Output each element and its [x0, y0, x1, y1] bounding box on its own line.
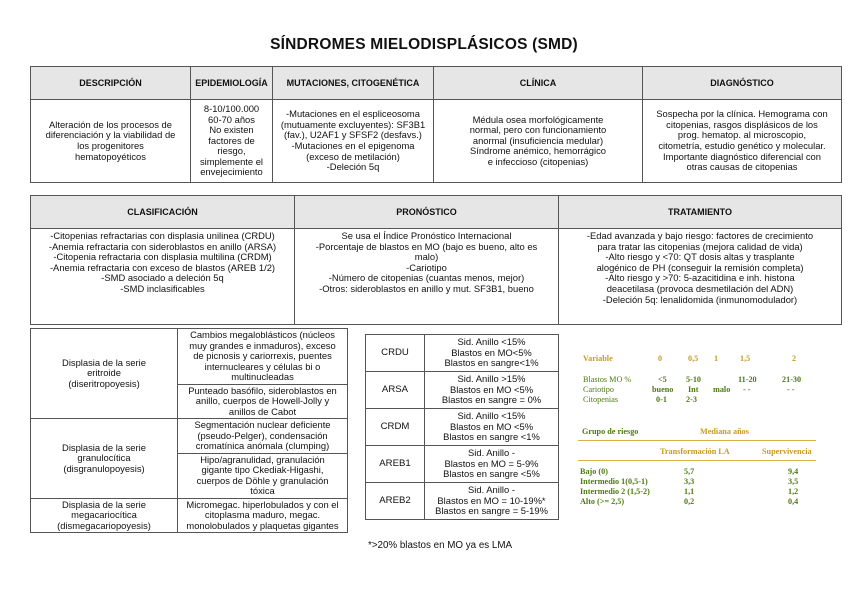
text-line: -Anemia refractaria con exceso de blastos (AREB 1/2)	[49, 261, 276, 273]
text-line: (mutuamente excluyentes): SF3B1	[280, 118, 426, 130]
text-line: envejecimiento	[200, 166, 263, 178]
text-line: Médula osea morfológicamente	[472, 113, 604, 125]
ipss-row-label: Blastos MO %	[583, 375, 632, 384]
text-line: cuerpos de Döhle y granulación	[196, 474, 329, 486]
ipss-value: - -	[743, 385, 751, 394]
text-line: -Porcentaje de blastos en MO (bajo es bueno, alto es	[315, 240, 538, 252]
subtype-criteria	[425, 409, 559, 446]
text-line: Punteado basófilo, sideroblastos en	[188, 384, 337, 396]
cell-clinica	[434, 100, 643, 183]
subtype-criteria	[425, 372, 559, 409]
text-line: Se usa el Índice Pronóstico Internacional	[341, 230, 512, 241]
text-line: Blastos en MO <5%	[449, 420, 534, 432]
text-line: (dismegacariopoyesis)	[57, 519, 151, 531]
text-line: -Mutaciones en el espliceosoma	[286, 108, 420, 120]
text-line: Displasia de la serie	[62, 441, 146, 453]
subtype-criteria	[425, 483, 559, 520]
text-line: (disgranulopoyesis)	[63, 462, 145, 474]
ipss-value: - -	[787, 385, 795, 394]
text-line: e infeccioso (citopenias)	[487, 155, 589, 167]
header-diagnostico: DIAGNÓSTICO	[643, 67, 842, 100]
text-line: factores de riesgo,	[208, 134, 255, 157]
cell-tratamiento	[559, 229, 842, 325]
subtype-name: AREB1	[366, 446, 425, 483]
text-line: Micromegac. hiperlobulados y con el	[186, 498, 339, 510]
text-line: internucleares y células bi o	[204, 360, 321, 372]
risk-value: 3,5	[788, 477, 799, 486]
divider	[578, 440, 816, 441]
text-line: alogénico de PH (conseguir la remisión completa)	[596, 261, 804, 273]
page-title: SÍNDROMES MIELODISPLÁSICOS (SMD)	[270, 36, 578, 53]
subtype-name: CRDM	[366, 409, 425, 446]
risk-header-median: Mediana años	[700, 427, 749, 436]
subtypes-table	[365, 334, 559, 520]
text-line: (pseudo-Pelger), condensación	[197, 429, 328, 441]
risk-row-label: Intermedio 2 (1,5-2)	[580, 487, 650, 496]
text-line: Alteración de los procesos de	[49, 118, 172, 130]
subtype-name: CRDU	[366, 335, 425, 372]
ipss-header-score: 0,5	[688, 354, 699, 363]
risk-row-label: Alto (>= 2,5)	[580, 497, 625, 506]
cell-mutaciones	[273, 100, 434, 183]
text-line: los progenitores	[77, 140, 144, 151]
ipss-value: bueno	[652, 385, 674, 394]
text-line: -SMD asociado a deleción 5q	[101, 272, 224, 284]
header-pronostico: PRONÓSTICO	[295, 196, 559, 229]
text-line: Sid. Anillo -	[468, 447, 515, 459]
displasia-item	[178, 419, 348, 454]
text-line: megacariocítica	[71, 509, 137, 520]
text-line: -Citopenia refractaria con displasia multilina (CRDM)	[53, 251, 272, 263]
ipss-header-score: 2	[792, 354, 797, 363]
text-line: -Anemia refractaria con sideroblastos en anillo (ARSA)	[48, 240, 277, 252]
cell-clasificacion	[31, 229, 295, 325]
text-line: No existen	[209, 124, 254, 136]
text-line: -Alto riesgo y <70: QT dosis altas y trasplante	[605, 251, 795, 263]
risk-value: 0,2	[684, 497, 695, 506]
cell-descripcion	[31, 100, 191, 183]
text-line: citometría, estudio genético y molecular.	[658, 140, 826, 151]
text-line: (diseritropoyesis)	[68, 377, 140, 389]
text-line: cromatínica anómala (clumping)	[195, 440, 330, 451]
text-line: diferenciación y la viabilidad de	[45, 129, 176, 141]
text-line: Síndrome anémico, hemorrágico	[469, 145, 606, 157]
risk-sub-transformation: Transformación LA	[660, 447, 730, 456]
text-line: 60-70 años	[208, 113, 255, 125]
displasia-item	[178, 329, 348, 385]
text-line: -Cariotipo	[406, 261, 447, 273]
ipss-header-score: 1,5	[740, 354, 751, 363]
text-line: Displasia de la serie	[62, 498, 146, 510]
risk-sub-survival: Supervivencia	[762, 447, 812, 456]
management-table	[30, 195, 842, 325]
text-line: Sid. Anillo <15%	[457, 336, 526, 348]
divider	[578, 460, 816, 461]
header-mutaciones: MUTACIONES, CITOGENÉTICA	[273, 67, 434, 100]
header-descripcion: DESCRIPCIÓN	[31, 67, 191, 100]
text-line: deacetilasa (provoca desmetilación del ADN)	[606, 282, 794, 294]
risk-value: 5,7	[684, 467, 695, 476]
ipss-value: 5-10	[686, 375, 702, 384]
text-line: -Otros: sideroblastos en anillo y mut. SF3B1, bueno	[319, 282, 534, 294]
text-line: Blastos en sangre <5%	[443, 468, 540, 480]
text-line: granulocítica	[77, 452, 131, 463]
text-line: -Deleción 5q	[326, 161, 380, 173]
text-line: -Deleción 5q: lenalidomida (inmunomodulador)	[602, 293, 798, 305]
text-line: Hipo/agranulidad, granulación	[200, 453, 325, 465]
text-line: anillo, cuerpos de Howell-Jolly y	[195, 395, 330, 406]
text-line: -SMD inclasificables	[120, 282, 205, 294]
subtype-criteria	[425, 446, 559, 483]
risk-header-group: Grupo de riesgo	[582, 427, 639, 436]
text-line: tóxica	[250, 485, 275, 496]
text-line: 8-10/100.000	[203, 102, 260, 114]
text-line: Sospecha por la clínica. Hemograma con	[656, 108, 828, 120]
header-clinica: CLÍNICA	[434, 67, 643, 100]
overview-table	[30, 66, 842, 183]
header-tratamiento: TRATAMIENTO	[559, 196, 842, 229]
text-line: eritroide	[87, 367, 121, 379]
subtype-name: AREB2	[366, 483, 425, 520]
text-line: anillos de Cabot	[228, 405, 297, 417]
text-line: Importante diagnóstico diferencial con	[663, 150, 821, 162]
text-line: citoplasma maduro, megac.	[204, 509, 321, 520]
text-line: de picnosis y cariorrexis, puentes	[193, 350, 332, 361]
ipss-row-label: Cariotipo	[583, 385, 614, 394]
text-line: prog. hematop. al microscopio,	[677, 129, 807, 141]
ipss-value: Int	[688, 385, 699, 394]
displasia-table	[30, 328, 348, 533]
text-line: citopenias, rasgos displásicos de los	[666, 118, 818, 130]
footnote: *>20% blastos en MO ya es LMA	[368, 540, 513, 551]
ipss-value: 21-30	[782, 375, 802, 384]
text-line: Blastos en MO = 10-19%*	[437, 494, 546, 506]
risk-value: 0,4	[788, 497, 799, 506]
ipss-value: 11-20	[738, 375, 757, 384]
text-line: hematopoyéticos	[75, 150, 146, 162]
subtype-criteria	[425, 335, 559, 372]
header-epidemiologia: EPIDEMIOLOGÍA	[191, 67, 273, 100]
ipss-value: malo	[713, 385, 731, 394]
text-line: (exceso de metilación)	[306, 150, 400, 162]
ipss-value: 0-1	[656, 395, 667, 404]
text-line: Blastos en sangre = 0%	[441, 394, 542, 406]
text-line: otras causas de citopenias	[686, 161, 798, 173]
displasia-megacariocitica-label	[31, 498, 178, 533]
text-line: Sid. Anillo -	[468, 484, 515, 496]
text-line: -Edad avanzada y bajo riesgo: factores de crecimiento	[586, 230, 814, 241]
text-line: para tratar las citopenias (mejora calidad de vida)	[597, 240, 803, 252]
text-line: anormal (insuficiencia medular)	[472, 134, 604, 146]
ipss-row-label: Citopenias	[583, 395, 619, 404]
displasia-item	[178, 498, 348, 533]
risk-value: 1,2	[788, 487, 799, 496]
displasia-eritroide-label	[31, 329, 178, 419]
text-line: Blastos en MO<5%	[451, 346, 532, 358]
risk-row-label: Bajo (0)	[580, 467, 608, 476]
cell-epidemiologia	[191, 100, 273, 183]
ipss-header-score: 1	[714, 354, 719, 363]
ipss-header-score: 0	[658, 354, 663, 363]
displasia-granulocitica-label	[31, 419, 178, 499]
text-line: -Número de citopenias (cuantas menos, mejor)	[328, 272, 525, 284]
risk-value: 9,4	[788, 467, 799, 476]
text-line: muy grandes e inmaduros), exceso	[189, 339, 336, 351]
text-line: monolobulados y plaquetas gigantes	[186, 519, 339, 531]
text-line: Blastos en MO <5%	[449, 383, 534, 395]
ipss-value: <5	[658, 375, 667, 384]
text-line: Blastos en sangre<1%	[444, 357, 539, 369]
text-line: malo)	[414, 251, 439, 263]
ipss-header-variable: Variable	[583, 354, 613, 363]
text-line: (fav.), U2AF1 y SFSF2 (desfavs.)	[284, 129, 422, 141]
text-line: Sid. Anillo >15%	[457, 373, 526, 385]
text-line: Segmentación nuclear deficiente	[194, 419, 331, 430]
text-line: Blastos en MO = 5-9%	[444, 457, 539, 469]
text-line: normal, pero con funcionamiento	[469, 124, 607, 136]
ipss-value: 2-3	[686, 395, 697, 404]
text-line: multinucleadas	[231, 371, 294, 382]
risk-value: 3,3	[684, 477, 695, 486]
text-line: Sid. Anillo <15%	[457, 410, 526, 422]
risk-value: 1,1	[684, 487, 695, 496]
cell-diagnostico	[643, 100, 842, 183]
cell-pronostico	[295, 229, 559, 325]
risk-row-label: Intermedio 1(0,5-1)	[580, 477, 648, 486]
displasia-item	[178, 384, 348, 419]
text-line: -Citopenias refractarias con displasia unilinea (CRDU)	[50, 230, 275, 241]
text-line: simplemente el	[199, 155, 264, 167]
text-line: Displasia de la serie	[62, 356, 146, 368]
text-line: gigante tipo Ckediak-Higashi,	[201, 464, 324, 475]
text-line: Blastos en sangre = 5-19%	[435, 505, 548, 517]
text-line: -Mutaciones en el epigenoma	[291, 140, 415, 151]
text-line: Cambios megaloblásticos (núcleos	[190, 329, 335, 340]
text-line: Blastos en sangre <1%	[443, 431, 540, 443]
subtype-name: ARSA	[366, 372, 425, 409]
displasia-item	[178, 453, 348, 498]
text-line: -Alto riesgo y >70: 5-azacitidina e inh. histona	[605, 272, 795, 284]
header-clasificacion: CLASIFICACIÓN	[31, 196, 295, 229]
